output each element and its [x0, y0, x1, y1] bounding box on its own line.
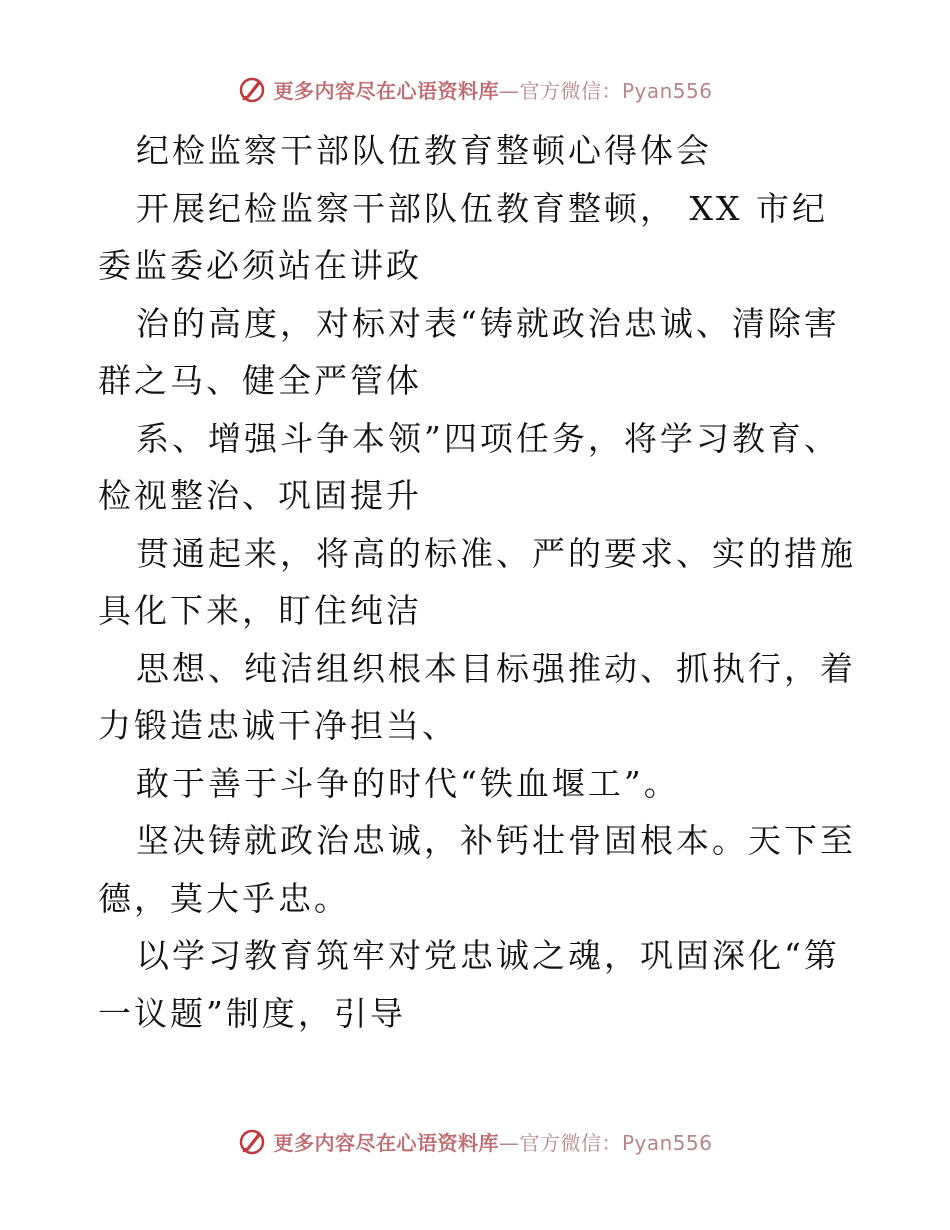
header-watermark — [0, 74, 950, 104]
header-watermark-wechat: —官方微信：Pyan556 — [498, 78, 713, 103]
footer-watermark-wechat: —官方微信：Pyan556 — [498, 1130, 713, 1155]
paragraph-1: 开展纪检监察干部队伍教育整顿， XX 市纪委监委必须站在讲政 — [98, 188, 828, 285]
feather-pen-logo-icon — [237, 74, 267, 104]
feather-pen-logo-icon — [237, 1126, 267, 1156]
paragraph-7: 坚决铸就政治忠诚，补钙壮骨固根本。天下至德，莫大乎忠。 — [98, 821, 856, 918]
footer-watermark-text — [273, 1127, 712, 1156]
header-watermark-text — [273, 75, 712, 104]
paragraph-5: 思想、纯洁组织根本目标强推动、抓执行，着力锻造忠诚干净担当、 — [98, 648, 856, 745]
footer-watermark-brand: 更多内容尽在心语资料库 — [273, 1130, 499, 1155]
paragraph-8: 以学习教育筑牢对党忠诚之魂，巩固深化“第一议题”制度，引导 — [98, 936, 840, 1033]
document-body — [98, 122, 858, 1042]
footer-watermark — [0, 1126, 950, 1156]
paragraph-2: 治的高度，对标对表“铸就政治忠诚、清除害群之马、健全严管体 — [98, 303, 840, 400]
paragraph-6: 敢于善于斗争的时代“铁血堰工”。 — [136, 763, 680, 803]
paragraph-4: 贯通起来，将高的标准、严的要求、实的措施具化下来，盯住纯洁 — [98, 533, 856, 630]
paragraph-3: 系、增强斗争本领”四项任务，将学习教育、检视整治、巩固提升 — [98, 418, 840, 515]
document-title: 纪检监察干部队伍教育整顿心得体会 — [136, 131, 712, 170]
header-watermark-brand: 更多内容尽在心语资料库 — [273, 78, 499, 103]
